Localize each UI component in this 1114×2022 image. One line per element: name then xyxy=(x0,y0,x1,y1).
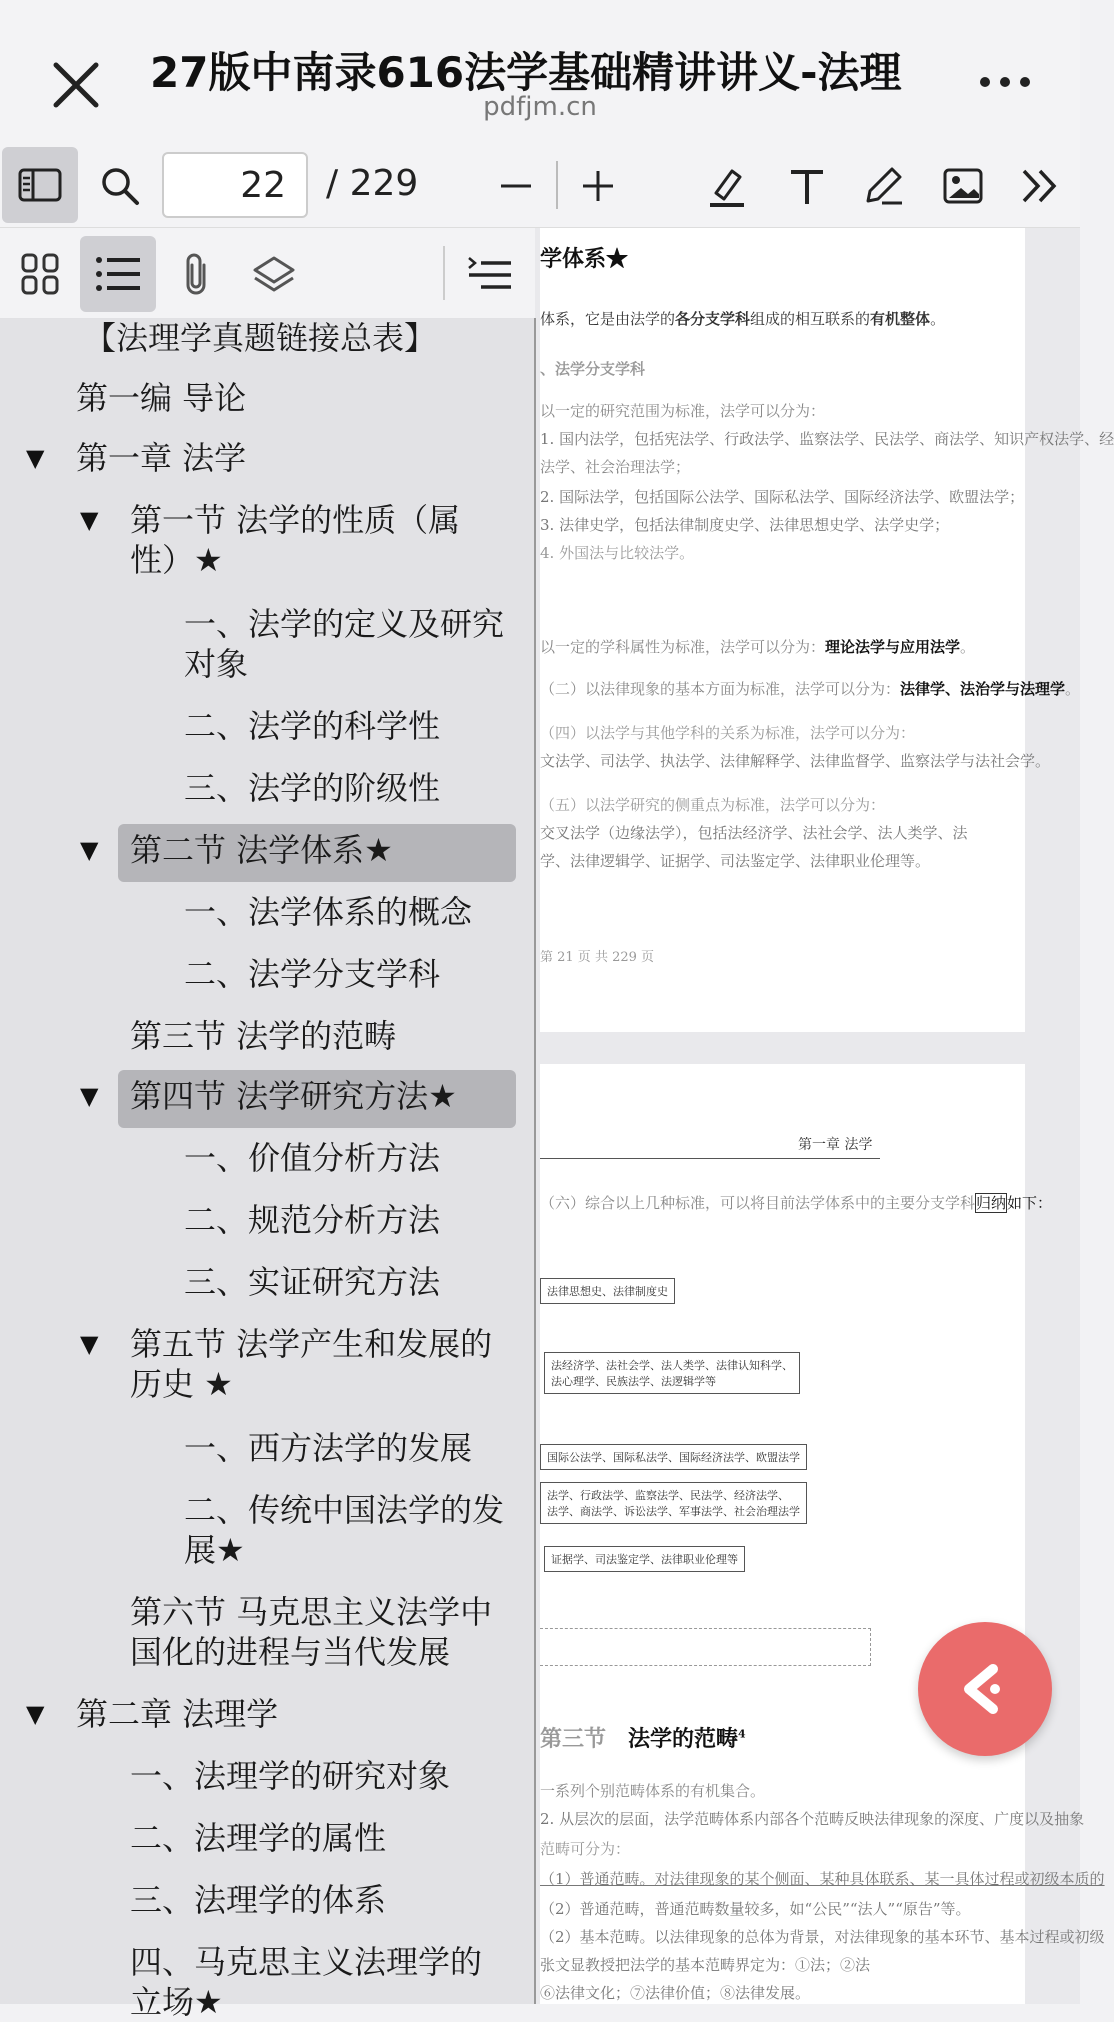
outline-item[interactable]: 第二章 法理学 xyxy=(76,1695,279,1733)
outline-item[interactable]: 一、价值分析方法 xyxy=(184,1139,441,1177)
page-footer: 第 21 页 共 229 页 xyxy=(540,950,655,965)
sidebar-tabs xyxy=(0,228,535,319)
layers-icon[interactable] xyxy=(236,236,312,312)
page-line: ⑥法律文化；⑦法律价值；⑧法律发展。 xyxy=(540,1984,811,2002)
outline-item[interactable]: 第一节 法学的性质（属 性）★ xyxy=(130,501,461,579)
collapse-outline-icon[interactable] xyxy=(452,236,528,312)
section-heading: 第三节 法学的范畴$^4$ xyxy=(540,1726,746,1752)
outline-item[interactable]: 三、实证研究方法 xyxy=(184,1263,441,1301)
outline-item[interactable]: 二、法学的科学性 xyxy=(184,707,441,745)
outline-item[interactable]: 第一章 法学 xyxy=(76,439,247,477)
page-line: （2）基本范畴。以法律现象的总体为背景，对法律现象的基本环节、基本过程或初级 xyxy=(540,1928,1105,1946)
toolbar xyxy=(0,145,1080,228)
page-line: （五）以法学研究的侧重点为标准，法学可以分为： xyxy=(540,796,886,814)
outline-panel-edge xyxy=(534,318,536,2004)
header-rule xyxy=(540,1158,880,1159)
highlight-icon[interactable] xyxy=(702,145,752,227)
outline-panel xyxy=(0,318,535,2021)
page-line: 1. 国内法学，包括宪法学、行政法学、监察法学、民法学、商法学、知识产权法学、经 xyxy=(540,430,1114,448)
back-arrow-icon xyxy=(955,1659,1015,1719)
outline-item[interactable]: 一、法学体系的概念 xyxy=(184,893,473,931)
pdf-page-22 xyxy=(540,1064,1105,2004)
page-line: （四）以法学与其他学科的关系为标准，法学可以分为： xyxy=(540,724,916,742)
outline-item[interactable]: 一、西方法学的发展 xyxy=(184,1429,473,1467)
outline-item[interactable]: 一、法学的定义及研究 对象 xyxy=(184,605,505,683)
expand-triangle-icon[interactable]: ▼ xyxy=(80,1082,99,1110)
outline-list-icon[interactable] xyxy=(80,236,156,312)
section-heading: 学体系★ xyxy=(540,246,629,272)
sidebar-toggle-icon[interactable] xyxy=(2,147,78,223)
outline-item[interactable]: 第五节 法学产生和发展的 历史 ★ xyxy=(130,1325,493,1403)
outline-item[interactable]: 二、法学分支学科 xyxy=(184,955,441,993)
outline-item[interactable]: 二、传统中国法学的发 展★ xyxy=(184,1491,505,1569)
title-bar xyxy=(0,0,1080,145)
page-line: 以一定的学科属性为标准，法学可以分为：理论法学与应用法学。 xyxy=(540,638,976,656)
document-title: 27版中南录616法学基础精讲讲义-法理 xyxy=(150,48,902,97)
text-tool-icon[interactable] xyxy=(782,145,832,227)
page-line: 学、法律逻辑学、证据学、司法鉴定学、法律职业伦理等。 xyxy=(540,852,931,870)
page-line: 4. 外国法与比较法学。 xyxy=(540,544,695,562)
expand-triangle-icon[interactable]: ▼ xyxy=(26,444,45,472)
page-line: 2. 国际法学，包括国际公法学、国际私法学、国际经济法学、欧盟法学； xyxy=(540,488,1025,506)
more-tools-icon[interactable] xyxy=(1014,145,1064,227)
outline-item[interactable]: 三、法学的阶级性 xyxy=(184,769,441,807)
attachment-icon[interactable] xyxy=(158,236,234,312)
diagram-box: 法经济学、法社会学、法人类学、法律认知科学、 法心理学、民族法学、法逻辑学等 xyxy=(544,1352,800,1394)
outline-item[interactable]: 【法理学真题链接总表】 xyxy=(84,319,437,357)
outline-item[interactable]: 第一编 导论 xyxy=(76,379,247,417)
outline-item[interactable]: 第三节 法学的范畴 xyxy=(130,1017,397,1055)
image-icon[interactable] xyxy=(938,145,988,227)
page-total-label: / 229 xyxy=(326,163,419,204)
diagram-box: 法律思想史、法律制度史 xyxy=(540,1278,675,1304)
page-line: （2）普通范畴，普通范畴数量较多，如“公民”“法人”“原告”等。 xyxy=(540,1900,971,1918)
outline-item[interactable]: 二、规范分析方法 xyxy=(184,1201,441,1239)
expand-triangle-icon[interactable]: ▼ xyxy=(80,1330,99,1358)
expand-triangle-icon[interactable]: ▼ xyxy=(26,1700,45,1728)
page-line: 法学、社会治理法学； xyxy=(540,458,691,476)
page-line: 文法学、司法学、执法学、法律解释学、法律监督学、监察法学与法社会学。 xyxy=(540,752,1051,770)
page-line: 交叉法学（边缘法学），包括法经济学、法社会学、法人类学、法 xyxy=(540,824,968,842)
diagram-box: 国际公法学、国际私法学、国际经济法学、欧盟法学 xyxy=(540,1444,807,1470)
page-line: （六）综合以上几种标准，可以将目前法学体系中的主要分支学科归纳如下： xyxy=(540,1194,1053,1212)
page-number-input[interactable] xyxy=(162,152,308,218)
page-line: 、法学分支学科 xyxy=(540,360,646,378)
tabs-divider xyxy=(443,246,445,300)
expand-triangle-icon[interactable]: ▼ xyxy=(80,836,99,864)
diagram-box: 法学、行政法学、监察法学、民法学、经济法学、 法学、商法学、诉讼法学、军事法学、社会治理法学 xyxy=(540,1482,807,1524)
page-line: （二）以法律现象的基本方面为标准，法学可以分为：法律学、法治学与法理学。 xyxy=(540,680,1081,698)
dashed-box xyxy=(540,1628,871,1666)
more-options-icon[interactable] xyxy=(975,60,1035,100)
outline-item[interactable]: 四、马克思主义法理学的 立场★ xyxy=(130,1943,483,2021)
document-source: pdfjm.cn xyxy=(483,92,597,122)
thumbnails-grid-icon[interactable] xyxy=(2,236,78,312)
page-line: 一系列个别范畴体系的有机集合。 xyxy=(540,1782,766,1800)
zoom-in-icon[interactable] xyxy=(576,145,620,227)
outline-item-selected[interactable]: 第二节 法学体系★ xyxy=(118,824,516,882)
outline-item[interactable]: 二、法理学的属性 xyxy=(130,1819,387,1857)
page-line: 以一定的研究范围为标准，法学可以分为： xyxy=(540,402,826,420)
floating-share-button[interactable] xyxy=(918,1622,1052,1756)
zoom-out-icon[interactable] xyxy=(494,145,538,227)
page-line: 2. 从层次的层面，法学范畴体系内部各个范畴反映法律现象的深度、广度以及抽象 xyxy=(540,1810,1085,1828)
pdf-page-21 xyxy=(540,228,1114,1032)
page-line: 体系，它是由法学的各分支学科组成的相互联系的有机整体。 xyxy=(540,310,946,328)
outline-item-selected[interactable]: 第四节 法学研究方法★ xyxy=(118,1070,516,1128)
search-icon[interactable] xyxy=(95,145,145,227)
diagram-box: 证据学、司法鉴定学、法律职业伦理等 xyxy=(544,1546,745,1572)
page-line: 张文显教授把法学的基本范畴界定为：①法；②法 xyxy=(540,1956,871,1974)
page-line: 3. 法律史学，包括法律制度史学、法律思想史学、法学史学； xyxy=(540,516,950,534)
outline-item[interactable]: 一、法理学的研究对象 xyxy=(130,1757,451,1795)
page-header: 第一章 法学 xyxy=(798,1137,873,1153)
outline-item[interactable]: 三、法理学的体系 xyxy=(130,1881,387,1919)
outline-item[interactable]: 第六节 马克思主义法学中 国化的进程与当代发展 xyxy=(130,1593,493,1671)
toolbar-divider xyxy=(556,161,558,209)
page-line: 范畴可分为： xyxy=(540,1840,631,1858)
expand-triangle-icon[interactable]: ▼ xyxy=(80,506,99,534)
pen-icon[interactable] xyxy=(858,145,908,227)
page-line: （1）普通范畴。对法律现象的某个侧面、某种具体联系、某一具体过程或初级本质的 xyxy=(540,1870,1105,1888)
